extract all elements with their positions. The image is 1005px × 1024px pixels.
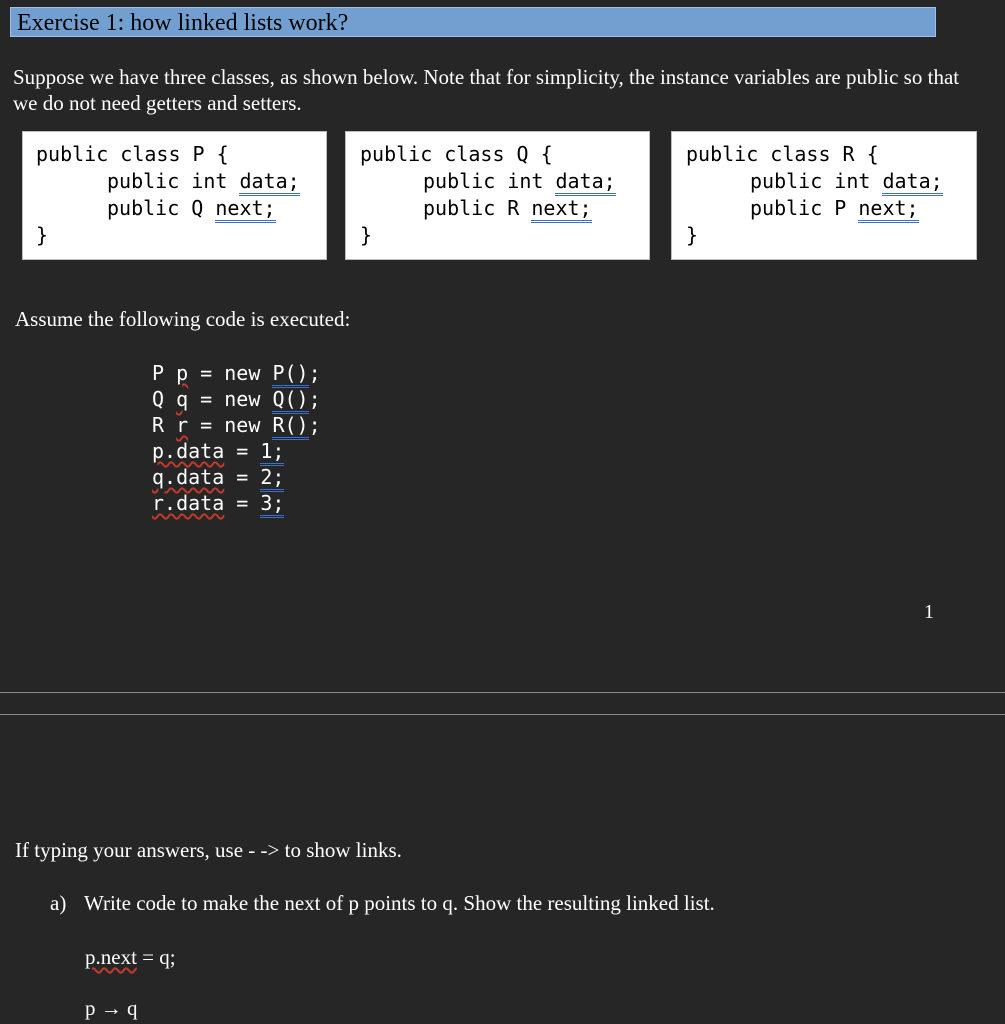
class-header: public class R { (686, 142, 879, 166)
class-close-brace: } (686, 223, 699, 247)
assume-text: Assume the following code is executed: (15, 307, 351, 331)
answer-code-lhs: p.next (85, 945, 137, 969)
code-line: q.data = 2; (152, 464, 321, 490)
class-q-box (345, 131, 650, 260)
question-label: a) (50, 891, 67, 915)
answer-code-rhs: = q; (136, 945, 176, 969)
class-field: public R next; (423, 195, 592, 222)
code-line: Q q = new Q(); (152, 386, 321, 412)
page-divider (0, 714, 1005, 715)
class-field: public int data; (423, 168, 616, 195)
class-field: public Q next; (107, 195, 276, 222)
class-field: public int data; (750, 168, 943, 195)
class-close-brace: } (36, 223, 49, 247)
list-node-p: p (85, 996, 96, 1020)
class-field: public int data; (107, 168, 300, 195)
class-r-box (671, 131, 977, 260)
class-close-brace: } (360, 223, 373, 247)
class-field: public P next; (750, 195, 919, 222)
instruction-text: If typing your answers, use - -> to show links. (15, 838, 402, 862)
right-arrow-icon: → (100, 996, 122, 1020)
answer-code (85, 945, 176, 970)
class-header: public class Q { (360, 142, 553, 166)
class-header: public class P { (36, 142, 229, 166)
code-block (152, 360, 321, 516)
page-divider (0, 692, 1005, 693)
list-node-q: q (127, 996, 138, 1020)
exercise-title: Exercise 1: how linked lists work? (17, 10, 349, 36)
question-a (50, 891, 715, 916)
exercise-title-bar (10, 7, 936, 37)
class-p-box (22, 131, 327, 260)
answer-linked-list (85, 996, 138, 1021)
code-line: p.data = 1; (152, 438, 321, 464)
code-line: R r = new R(); (152, 412, 321, 438)
code-line: P p = new P(); (152, 360, 321, 386)
intro-paragraph: Suppose we have three classes, as shown below. Note that for simplicity, the instance variables are public so that we do not need getters and setters. (13, 65, 960, 115)
question-text: Write code to make the next of p points to q. Show the resulting linked list. (84, 891, 715, 915)
page-number: 1 (924, 601, 934, 623)
code-line: r.data = 3; (152, 490, 321, 516)
